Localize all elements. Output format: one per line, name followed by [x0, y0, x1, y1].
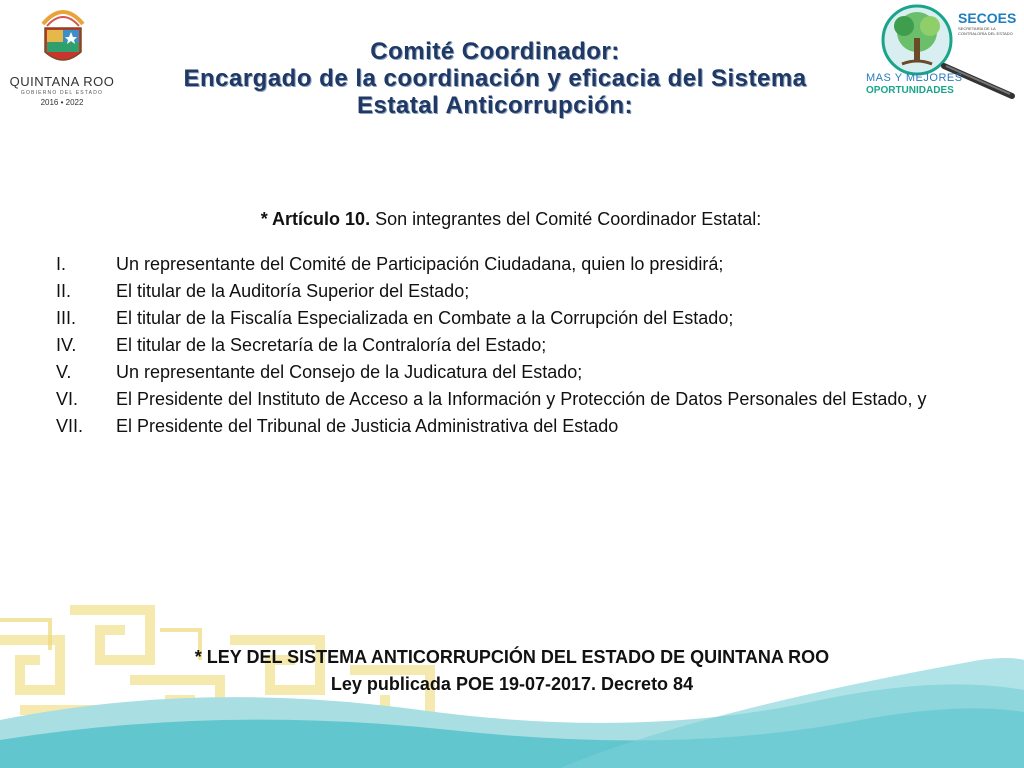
- item-number: III.: [56, 308, 77, 328]
- article-content: [56, 207, 966, 440]
- item-text: El titular de la Secretaría de la Contraloría del Estado;: [116, 335, 547, 355]
- coat-of-arms-icon: [39, 6, 87, 68]
- item-text: Un representante del Consejo de la Judicatura del Estado;: [116, 362, 583, 382]
- item-number: V.: [56, 362, 72, 382]
- logo-years: 2016 • 2022: [40, 98, 84, 107]
- logo-state-name: QUINTANA ROO: [9, 74, 115, 89]
- law-publication: Ley publicada POE 19-07-2017. Decreto 84: [330, 674, 694, 694]
- item-text: El titular de la Fiscalía Especializada en Combate a la Corrupción del Estado;: [116, 308, 734, 328]
- article-intro: Son integrantes del Comité Coordinador Estatal:: [370, 209, 762, 229]
- item-number: VII.: [56, 416, 84, 436]
- article-heading: [56, 207, 966, 231]
- law-title: * LEY DEL SISTEMA ANTICORRUPCIÓN DEL ESTADO DE QUINTANA ROO: [194, 647, 830, 667]
- list-item: [56, 278, 966, 305]
- law-reference: [0, 644, 1024, 698]
- item-text: El Presidente del Instituto de Acceso a la Información y Protección de Datos Personales del Estado, y: [116, 389, 927, 409]
- item-number: IV.: [56, 335, 77, 355]
- article-number: * Artículo 10.: [260, 209, 371, 229]
- secoes-label: SECOES: [958, 10, 1017, 26]
- list-item: [56, 251, 966, 278]
- slogan-line-2: OPORTUNIDADES: [866, 85, 954, 96]
- item-number: VI.: [56, 389, 79, 409]
- item-text: El titular de la Auditoría Superior del Estado;: [116, 281, 470, 301]
- secoes-sublabel: SECRETARÍA DE LA CONTRALORÍA DEL ESTADO: [958, 26, 1013, 36]
- item-number: II.: [56, 281, 72, 301]
- title-line-1: Comité Coordinador:: [370, 38, 620, 65]
- list-item: [56, 386, 966, 413]
- item-number: I.: [56, 254, 67, 274]
- list-item: [56, 332, 966, 359]
- quintana-roo-logo: [6, 4, 118, 107]
- logo-subtitle: GOBIERNO DEL ESTADO: [20, 90, 104, 96]
- list-item: [56, 359, 966, 386]
- item-text: Un representante del Comité de Participación Ciudadana, quien lo presidirá;: [116, 254, 724, 274]
- slide-title: [150, 38, 840, 119]
- member-list: [56, 251, 966, 440]
- secoes-logo: [862, 2, 1022, 102]
- title-line-3: Estatal Anticorrupción:: [357, 92, 633, 119]
- title-line-2: Encargado de la coordinación y eficacia del Sistema: [183, 65, 807, 92]
- item-text: El Presidente del Tribunal de Justicia Administrativa del Estado: [116, 416, 619, 436]
- list-item: [56, 413, 966, 440]
- slogan-line-1: MAS Y MEJORES: [866, 72, 963, 84]
- list-item: [56, 305, 966, 332]
